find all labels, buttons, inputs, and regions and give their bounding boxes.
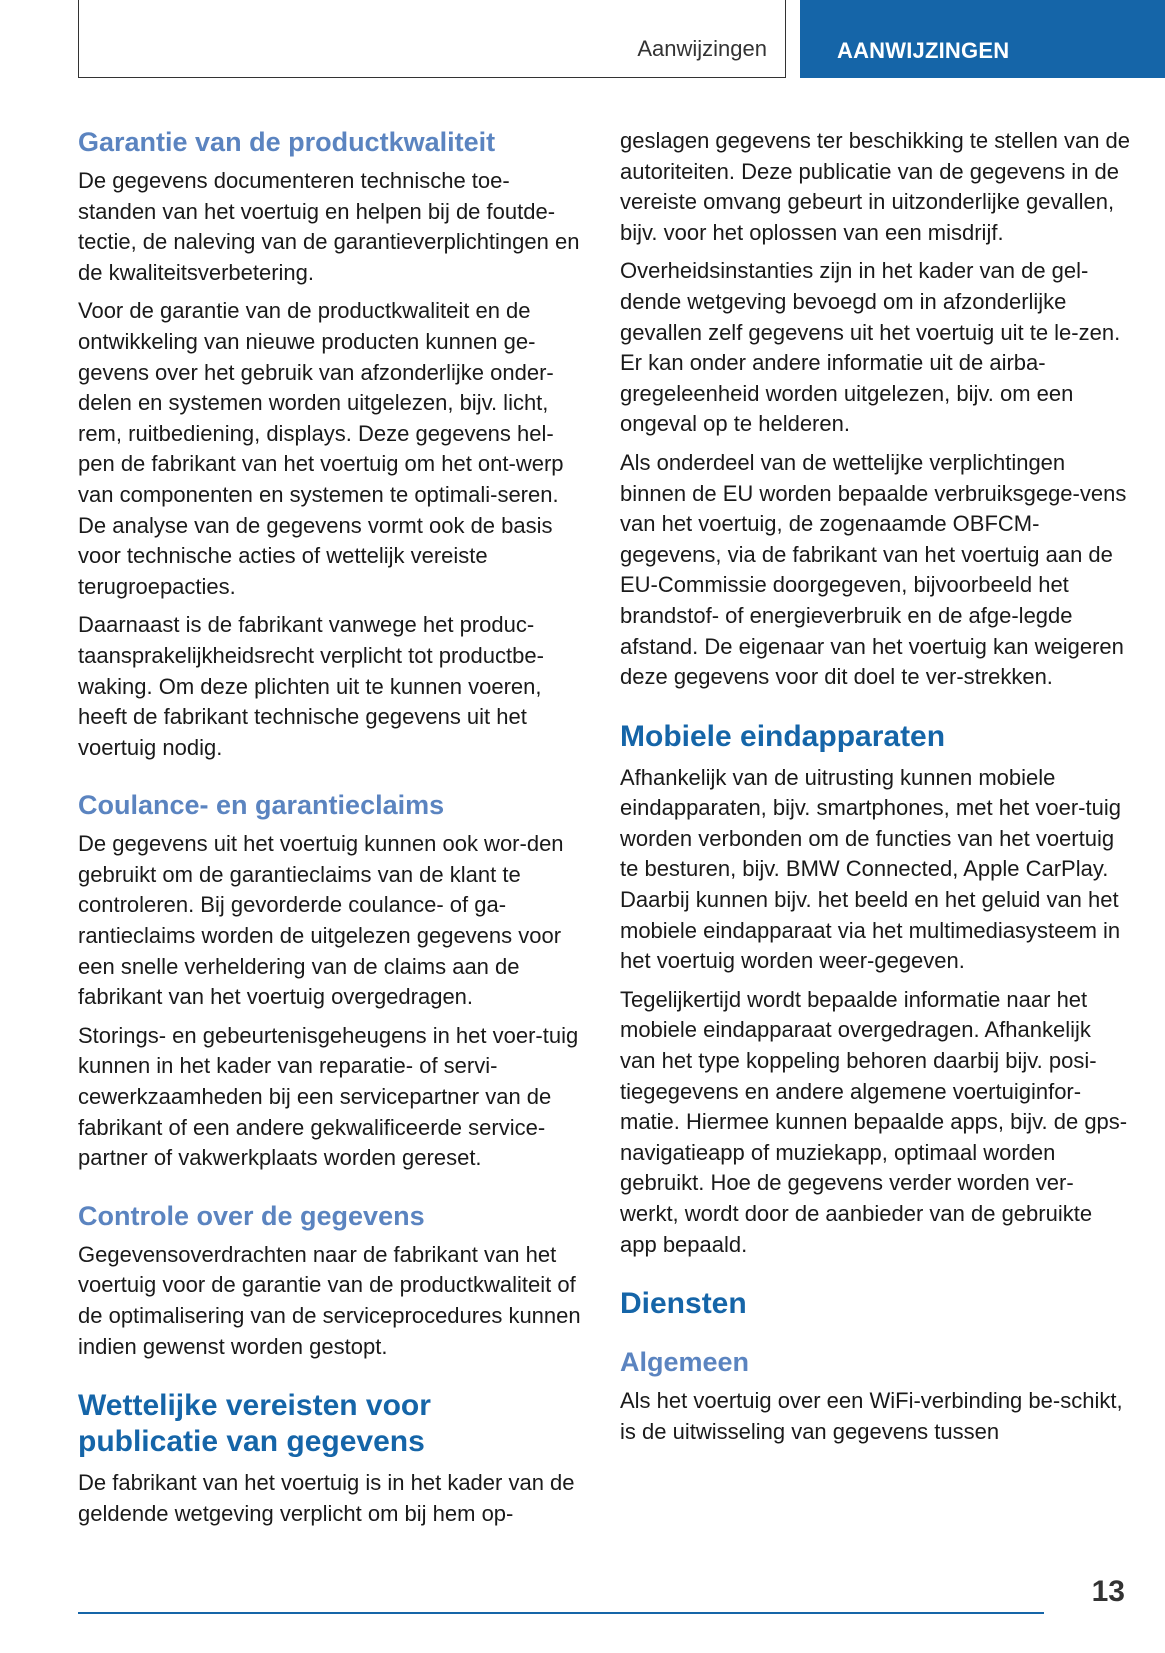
heading-mobiele-eindapparaten: Mobiele eindapparaten <box>620 719 946 753</box>
paragraph: Gegevensoverdrachten naar de fabrikant van het voertuig voor de garantie van de productkwaliteit of de optimalisering van de serviceprocedures kunnen indien gewenst worden gestopt. <box>78 1241 581 1359</box>
paragraph: Storings- en gebeurtenisgeheugens in het voer-tuig kunnen in het kader van reparatie- of servi-cewerkzaamheden bij een servicepartner van de fabrikant of een andere gekwalificeerde service-partner of vakwerkplaats worden gereset. <box>78 1022 579 1171</box>
heading-algemeen: Algemeen <box>620 1347 750 1378</box>
paragraph: Als het voertuig over een WiFi-verbinding be-schikt, is de uitwisseling van gegevens tussen <box>620 1388 1123 1444</box>
header-box <box>78 0 786 78</box>
paragraph: Tegelijkertijd wordt bepaalde informatie naar het mobiele eindapparaat overgedragen. Afhankelijk van het type koppeling behoren daarbij bijv. posi-tiegegevens en andere algemene voertuiginfor-matie. Hiermee kunnen bepaalde apps, bijv. de gps-navigatieapp of muziekapp, optimaal worden gebruikt. Hoe de gegevens verder worden ver-werkt, wordt door de aanbieder van de gebruikte app bepaald. <box>620 986 1128 1257</box>
heading-diensten: Diensten <box>620 1287 747 1321</box>
paragraph: Overheidsinstanties zijn in het kader van de gel-dende wetgeving bevoegd om in afzonderlijke gevallen zelf gegevens uit het voertuig uit te le-zen. Er kan onder andere informatie uit de airba-gregeleenheid worden uitgelezen, bijv. om een ongeval op te helderen. <box>620 258 1121 437</box>
page-number: 13 <box>1091 1575 1125 1608</box>
paragraph: Voor de garantie van de productkwaliteit en de ontwikkeling van nieuwe producten kunnen ge-gevens over het gebruik van afzonderlijke onder-delen en systemen worden uitgelezen, bijv. licht, rem, ruitbediening, displays. Deze gegevens hel-pen de fabrikant van het voertuig om het ont-werp van componenten en systemen te optimali-seren. De analyse van de gegevens vormt ook de basis voor technische acties of wettelijk vereiste terugroepacties. <box>78 298 564 599</box>
header-chapter-label: AANWIJZINGEN <box>837 38 1010 63</box>
header-section-title: Aanwijzingen <box>637 36 767 61</box>
heading-controle-gegevens: Controle over de gegevens <box>78 1200 425 1231</box>
paragraph: De fabrikant van het voertuig is in het kader van de geldende wetgeving verplicht om bij hem op- <box>78 1470 575 1526</box>
heading-line: publicatie van gegevens <box>78 1425 425 1459</box>
paragraph: geslagen gegevens ter beschikking te stellen van de autoriteiten. Deze publicatie van de gegevens in de vereiste omvang gebeurt in uitzonderlijke gevallen, bijv. voor het oplossen van een misdrijf. <box>620 128 1131 245</box>
heading-wettelijke-vereisten <box>78 1388 583 1460</box>
footer-divider <box>78 1612 1044 1614</box>
paragraph: Afhankelijk van de uitrusting kunnen mobiele eindapparaten, bijv. smartphones, met het voer-tuig worden verbonden om de functies van het voertuig te besturen, bijv. BMW Connected, Apple CarPlay. Daarbij kunnen bijv. het beeld en het geluid van het mobiele eindapparaat via het multimediasysteem in het voertuig worden weer-gegeven. <box>620 764 1121 974</box>
paragraph: Daarnaast is de fabrikant vanwege het produc-taansprakelijkheidsrecht verplicht tot productbe-waking. Om deze plichten uit te kunnen voeren, heeft de fabrikant technische gegevens uit het voertuig nodig. <box>78 612 544 760</box>
right-column <box>620 126 1130 1455</box>
left-column <box>78 126 583 1537</box>
paragraph: Als onderdeel van de wettelijke verplichtingen binnen de EU worden bepaalde verbruiksgege-vens van het voertuig, de zogenaamde OBFCM-gegevens, via de fabrikant van het voertuig aan de EU-Commissie doorgegeven, bijvoorbeeld het brandstof- of energieverbruik en de afge-legde afstand. De eigenaar van het voertuig kan weigeren deze gegevens voor dit doel te ver-strekken. <box>620 449 1127 690</box>
paragraph: De gegevens uit het voertuig kunnen ook wor-den gebruikt om de garantieclaims van de klant te controleren. Bij gevorderde coulance- of ga-rantieclaims worden de uitgelezen gegevens voor een snelle verheldering van de claims aan de fabrikant van het voertuig overgedragen. <box>78 831 564 1010</box>
header-chapter-tab <box>800 0 1165 78</box>
heading-garantieclaims: Coulance- en garantieclaims <box>78 790 445 821</box>
paragraph: De gegevens documenteren technische toe-standen van het voertuig en helpen bij de foutde-tectie, de naleving van de garantieverplichtingen en de kwaliteitsverbetering. <box>78 168 580 285</box>
heading-productkwaliteit: Garantie van de productkwaliteit <box>78 127 496 157</box>
heading-line: Wettelijke vereisten voor <box>78 1389 431 1423</box>
